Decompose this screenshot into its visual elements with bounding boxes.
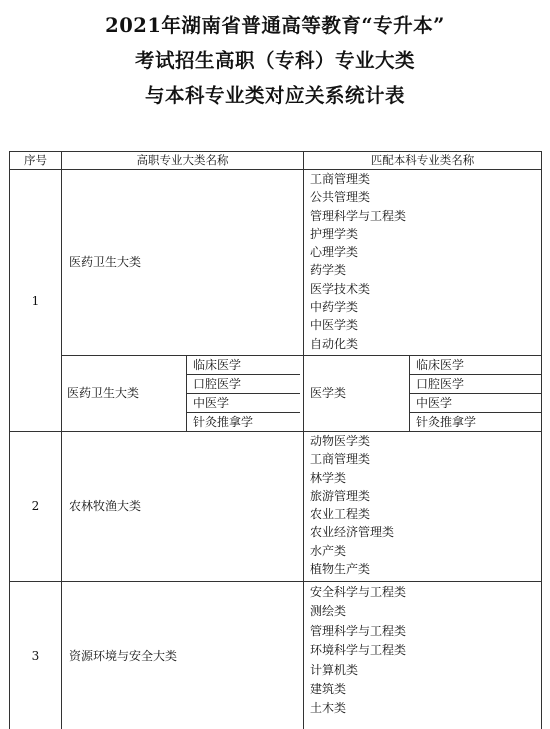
document-title-line-1: 2021年湖南省普通高等教育“专升本” — [105, 14, 445, 37]
list-item: 自动化类 — [310, 336, 359, 351]
table-header-divider — [9, 169, 542, 170]
matched-list — [310, 583, 406, 719]
row-category: 资源环境与安全大类 — [69, 649, 178, 663]
sub-matched-major: 临床医学 — [416, 358, 465, 372]
list-item: 建筑类 — [310, 681, 347, 696]
header-matched: 匹配本科专业类名称 — [370, 153, 475, 167]
list-item: 安全科学与工程类 — [310, 585, 407, 599]
row-divider-1-2 — [9, 431, 542, 432]
sub-matched: 医学类 — [310, 386, 347, 400]
list-item: 水产类 — [310, 543, 347, 558]
list-item: 工商管理类 — [310, 452, 371, 467]
list-item: 林学类 — [310, 470, 347, 485]
list-item: 环境科学与工程类 — [310, 643, 407, 658]
row-category: 医药卫生大类 — [69, 255, 142, 269]
sub-major: 临床医学 — [193, 358, 242, 372]
table-border-right — [541, 151, 542, 729]
row-seq: 1 — [31, 294, 40, 308]
header-seq: 序号 — [24, 153, 47, 167]
row1-sub-col-left — [186, 355, 187, 431]
row-seq: 2 — [31, 499, 40, 513]
matched-list — [310, 170, 406, 353]
sub-category: 医药卫生大类 — [67, 386, 140, 400]
row1-sub-col-right — [409, 355, 410, 431]
row1-sub-divider — [61, 355, 542, 356]
col-divider-main — [303, 151, 304, 729]
document-title-line-2: 考试招生高职（专科）专业大类 — [134, 49, 415, 72]
list-item: 管理科学与工程类 — [310, 208, 407, 223]
table-border-left — [9, 151, 10, 729]
list-item: 心理学类 — [310, 245, 359, 260]
list-item: 农业经济管理类 — [310, 525, 395, 540]
list-item: 计算机类 — [310, 662, 359, 677]
list-item: 旅游管理类 — [310, 488, 371, 503]
row-category: 农林牧渔大类 — [69, 499, 142, 513]
document-title-line-3: 与本科专业类对应关系统计表 — [144, 84, 405, 107]
row-divider-2-3 — [9, 581, 542, 582]
col-divider-seq — [61, 151, 62, 729]
sub-major: 针灸推拿学 — [193, 415, 254, 429]
list-item: 农业工程类 — [310, 507, 371, 522]
sub-matched-major: 针灸推拿学 — [416, 415, 477, 429]
header-category: 高职专业大类名称 — [136, 153, 229, 167]
list-item: 管理科学与工程类 — [310, 623, 407, 638]
list-item: 中药学类 — [310, 300, 359, 315]
list-item: 土木类 — [310, 701, 347, 716]
list-item: 工商管理类 — [310, 172, 371, 186]
list-item: 医学技术类 — [310, 281, 371, 296]
list-item: 测绘类 — [310, 604, 347, 619]
matched-list — [310, 432, 394, 578]
row-seq: 3 — [31, 649, 40, 663]
sub-major: 中医学 — [193, 396, 230, 410]
sub-major: 口腔医学 — [193, 377, 242, 391]
list-item: 动物医学类 — [310, 434, 371, 448]
list-item: 药学类 — [310, 263, 347, 278]
list-item: 护理学类 — [310, 226, 359, 241]
list-item: 中医学类 — [310, 318, 359, 333]
sub-matched-major: 口腔医学 — [416, 377, 465, 391]
list-item: 植物生产类 — [310, 562, 371, 577]
list-item: 公共管理类 — [310, 190, 371, 205]
sub-matched-major: 中医学 — [416, 396, 453, 410]
